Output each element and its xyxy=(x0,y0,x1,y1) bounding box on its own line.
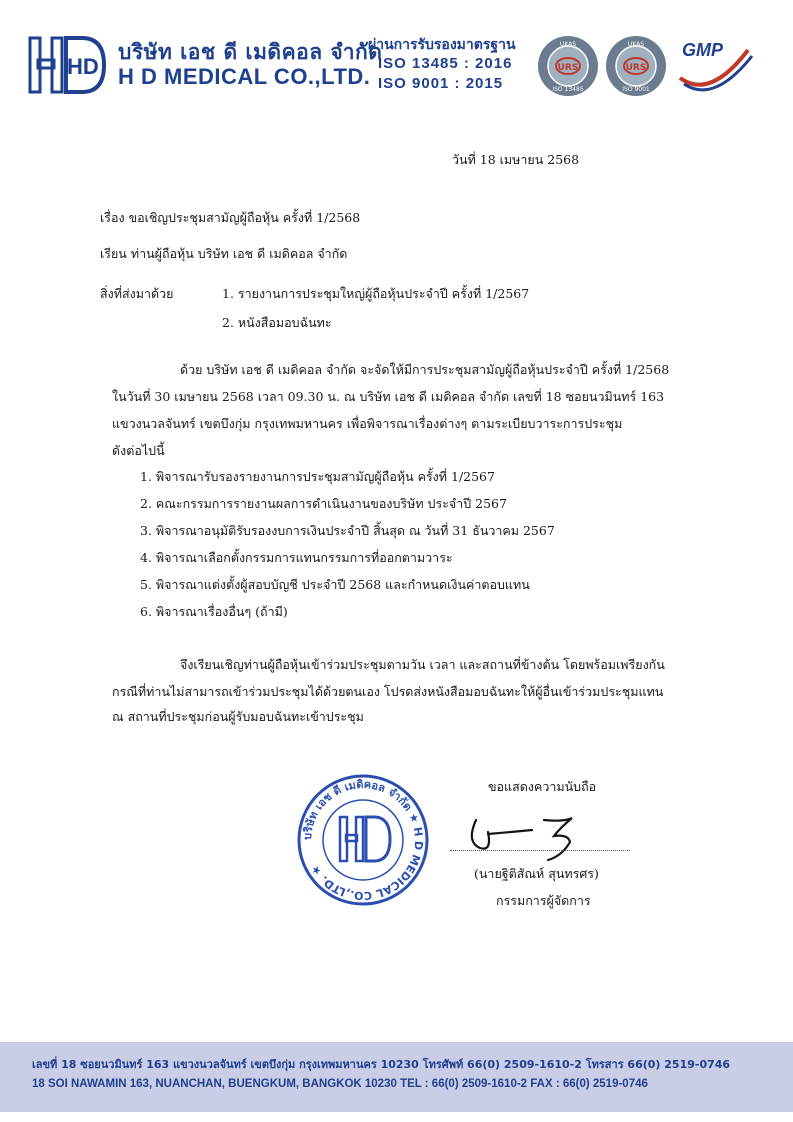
closing-paragraph-line: กรณีที่ท่านไม่สามารถเข้าร่วมประชุมได้ด้วยตนเอง โปรดส่งหนังสือมอบฉันทะให้ผู้อื่นเข้าร่วมประชุมแทน xyxy=(112,684,664,699)
company-name-thai: บริษัท เอช ดี เมดิคอล จำกัด xyxy=(118,40,383,64)
closing-paragraph-line: จึงเรียนเชิญท่านผู้ถือหุ้นเข้าร่วมประชุมตามวัน เวลา และสถานที่ข้างต้น โดยพร้อมเพรียงกัน xyxy=(180,657,665,672)
agenda-item: 4. พิจารณาเลือกตั้งกรรมการแทนกรรมการที่ออกตามวาระ xyxy=(140,550,453,565)
agenda-item: 6. พิจารณาเรื่องอื่นๆ (ถ้ามี) xyxy=(140,604,288,619)
certification-badge-icon xyxy=(536,34,600,98)
complimentary-close: ขอแสดงความนับถือ xyxy=(488,779,597,794)
agenda-item: 5. พิจารณาแต่งตั้งผู้สอบบัญชี ประจำปี 2568 และกำหนดเงินค่าตอบแทน xyxy=(140,577,530,592)
svg-text:UKAS: UKAS xyxy=(559,41,577,48)
company-logo xyxy=(28,34,106,96)
gmp-badge-icon xyxy=(670,30,760,100)
signer-title: กรรมการผู้จัดการ xyxy=(496,893,591,908)
letter-date: วันที่ 18 เมษายน 2568 xyxy=(452,152,580,167)
svg-text:HD: HD xyxy=(67,54,99,79)
footer-address-thai: เลขที่ 18 ซอยนวมินทร์ 163 แขวงนวลจันทร์ เขตบึงกุ่ม กรุงเทพมหานคร 10230 โทรศัพท์ 66(0) 2509-1610-2 โทรสาร 66(0) 2519-0746 xyxy=(32,1058,731,1071)
svg-text:ISO 9001: ISO 9001 xyxy=(622,86,650,93)
intro-paragraph-line: ด้วย บริษัท เอช ดี เมดิคอล จำกัด จะจัดให้มีการประชุมสามัญผู้ถือหุ้นประจำปี ครั้งที่ 1/2568 xyxy=(180,362,670,377)
svg-text:URS: URS xyxy=(625,63,647,73)
svg-text:บริษัท เอช ดี เมดิคอล จำกัด ★: บริษัท เอช ดี เมดิคอล จำกัด ★ H D MEDICAL CO.,LTD. ★ xyxy=(300,777,426,903)
company-name-english: H D MEDICAL CO.,LTD. xyxy=(118,64,371,89)
iso-9001-line: ISO 9001 : 2015 xyxy=(378,75,504,92)
svg-text:UKAS: UKAS xyxy=(627,41,645,48)
intro-paragraph-line: ดังต่อไปนี้ xyxy=(112,443,165,458)
svg-text:GMP: GMP xyxy=(682,40,724,60)
agenda-item: 3. พิจารณาอนุมัติรับรองงบการเงินประจำปี สิ้นสุด ณ วันที่ 31 ธันวาคม 2567 xyxy=(140,523,555,538)
intro-paragraph-line: ในวันที่ 30 เมษายน 2568 เวลา 09.30 น. ณ บริษัท เอช ดี เมดิคอล จำกัด เลขที่ 18 ซอยนวมินทร์ 163 xyxy=(112,389,665,404)
closing-paragraph-line: ณ สถานที่ประชุมก่อนผู้รับมอบฉันทะเข้าประชุม xyxy=(112,709,364,724)
agenda-item: 2. คณะกรรมการรายงานผลการดำเนินงานของบริษัท ประจำปี 2567 xyxy=(140,496,507,511)
certification-heading: ผ่านการรับรองมาตรฐาน xyxy=(368,37,516,53)
iso-13485-line: ISO 13485 : 2016 xyxy=(378,55,513,72)
footer-address-english: 18 SOI NAWAMIN 163, NUANCHAN, BUENGKUM, BANGKOK 10230 TEL : 66(0) 2509-1610-2 FAX : 66(0) 2519-0746 xyxy=(32,1078,648,1090)
footer-band xyxy=(0,1042,793,1112)
intro-paragraph-line: แขวงนวลจันทร์ เขตบึงกุ่ม กรุงเทพมหานคร เพื่อพิจารณาเรื่องต่างๆ ตามระเบียบวาระการประชุม xyxy=(112,416,623,431)
svg-text:URS: URS xyxy=(557,63,579,73)
handwritten-signature xyxy=(452,812,592,872)
agenda-item: 1. พิจารณารับรองรายงานการประชุมสามัญผู้ถือหุ้น ครั้งที่ 1/2567 xyxy=(140,469,495,484)
letter-recipient: เรียน ท่านผู้ถือหุ้น บริษัท เอช ดี เมดิคอล จำกัด xyxy=(100,246,348,261)
company-seal-stamp xyxy=(294,771,432,909)
signature-line xyxy=(450,850,630,851)
enclosure-label: สิ่งที่ส่งมาด้วย xyxy=(100,286,174,301)
certification-badge-icon xyxy=(604,34,668,98)
svg-text:ISO 13485: ISO 13485 xyxy=(552,86,584,93)
enclosure-item: 2. หนังสือมอบฉันทะ xyxy=(222,315,332,330)
signer-name: (นายฐิติสัณห์ สุนทรศร) xyxy=(474,866,599,881)
enclosure-item: 1. รายงานการประชุมใหญ่ผู้ถือหุ้นประจำปี ครั้งที่ 1/2567 xyxy=(222,286,530,301)
letter-subject: เรื่อง ขอเชิญประชุมสามัญผู้ถือหุ้น ครั้งที่ 1/2568 xyxy=(100,210,361,225)
